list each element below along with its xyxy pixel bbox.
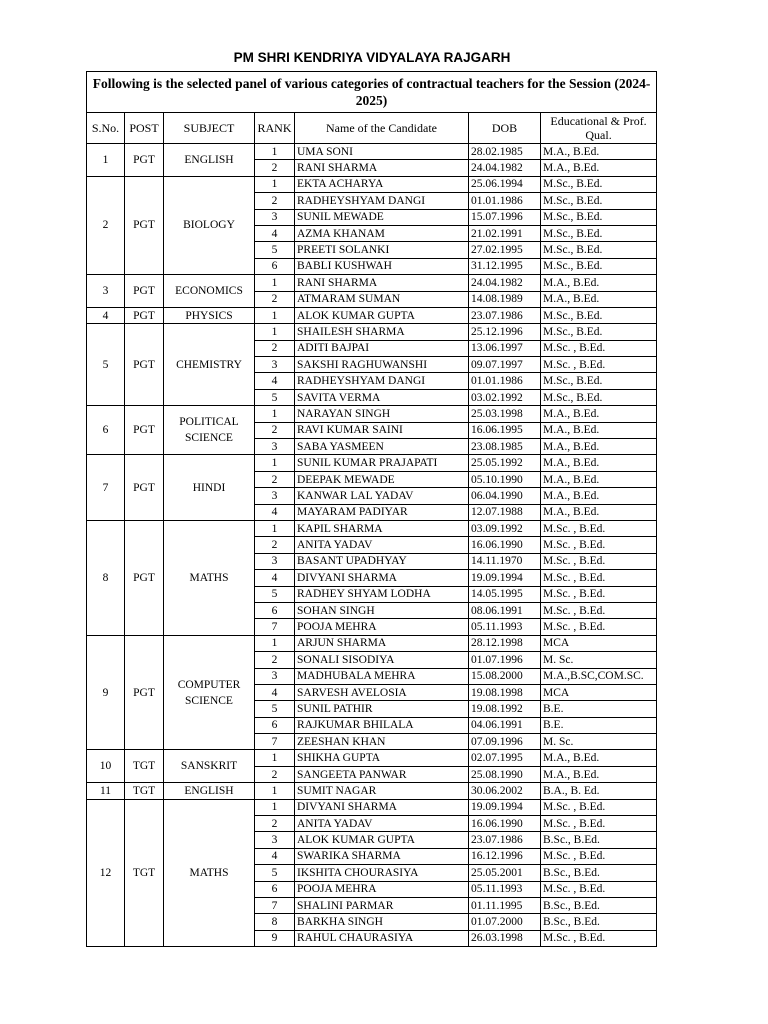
cell-qualification: M.Sc., B.Ed. [541, 242, 657, 258]
cell-qualification: M.A., B.Ed. [541, 422, 657, 438]
cell-dob: 28.12.1998 [469, 635, 541, 651]
cell-rank: 3 [255, 209, 295, 225]
cell-qualification: M.A., B.Ed. [541, 160, 657, 176]
cell-post: PGT [125, 520, 164, 635]
cell-candidate-name: ARJUN SHARMA [295, 635, 469, 651]
document-title: PM SHRI KENDRIYA VIDYALAYA RAJGARH [233, 50, 511, 65]
cell-dob: 15.08.2000 [469, 668, 541, 684]
cell-candidate-name: SWARIKA SHARMA [295, 848, 469, 864]
cell-candidate-name: UMA SONI [295, 144, 469, 160]
cell-candidate-name: SUNIL PATHIR [295, 701, 469, 717]
cell-rank: 3 [255, 439, 295, 455]
cell-dob: 14.05.1995 [469, 586, 541, 602]
cell-rank: 2 [255, 340, 295, 356]
cell-qualification: M.Sc., B.Ed. [541, 373, 657, 389]
cell-dob: 21.02.1991 [469, 225, 541, 241]
cell-candidate-name: SHIKHA GUPTA [295, 750, 469, 766]
cell-rank: 6 [255, 717, 295, 733]
cell-qualification: B.A., B. Ed. [541, 783, 657, 799]
cell-qualification: M.Sc., B.Ed. [541, 258, 657, 274]
cell-dob: 08.06.1991 [469, 602, 541, 618]
cell-candidate-name: EKTA ACHARYA [295, 176, 469, 192]
cell-qualification: M.Sc., B.Ed. [541, 193, 657, 209]
cell-qualification: M.A., B.Ed. [541, 504, 657, 520]
cell-dob: 01.07.2000 [469, 914, 541, 930]
cell-dob: 02.07.1995 [469, 750, 541, 766]
cell-rank: 3 [255, 357, 295, 373]
table-row [87, 406, 657, 422]
cell-qualification: M.Sc., B.Ed. [541, 307, 657, 323]
cell-qualification: MCA [541, 684, 657, 700]
cell-rank: 7 [255, 619, 295, 635]
cell-dob: 28.02.1985 [469, 144, 541, 160]
cell-candidate-name: MADHUBALA MEHRA [295, 668, 469, 684]
cell-dob: 05.11.1993 [469, 619, 541, 635]
panel-heading: Following is the selected panel of various categories of contractual teachers for the Session (2024-2025) [87, 72, 657, 113]
cell-dob: 24.04.1982 [469, 160, 541, 176]
cell-qualification: M.A., B.Ed. [541, 766, 657, 782]
cell-post: PGT [125, 275, 164, 308]
cell-dob: 19.09.1994 [469, 570, 541, 586]
cell-dob: 25.08.1990 [469, 766, 541, 782]
cell-candidate-name: SONALI SISODIYA [295, 652, 469, 668]
cell-rank: 9 [255, 930, 295, 946]
cell-candidate-name: AZMA KHANAM [295, 225, 469, 241]
cell-rank: 2 [255, 291, 295, 307]
cell-rank: 4 [255, 373, 295, 389]
cell-qualification: M.Sc. , B.Ed. [541, 602, 657, 618]
cell-sno: 3 [87, 275, 125, 308]
cell-subject: POLITICAL SCIENCE [164, 406, 255, 455]
column-header-dob: DOB [469, 113, 541, 144]
cell-candidate-name: SUMIT NAGAR [295, 783, 469, 799]
cell-sno: 6 [87, 406, 125, 455]
cell-rank: 7 [255, 897, 295, 913]
cell-dob: 04.06.1991 [469, 717, 541, 733]
cell-post: PGT [125, 176, 164, 274]
cell-rank: 4 [255, 684, 295, 700]
cell-rank: 1 [255, 144, 295, 160]
cell-sno: 7 [87, 455, 125, 521]
cell-rank: 1 [255, 520, 295, 536]
cell-dob: 13.06.1997 [469, 340, 541, 356]
cell-dob: 25.05.2001 [469, 865, 541, 881]
cell-subject: HINDI [164, 455, 255, 521]
cell-rank: 5 [255, 865, 295, 881]
cell-candidate-name: SUNIL KUMAR PRAJAPATI [295, 455, 469, 471]
cell-candidate-name: ANITA YADAV [295, 816, 469, 832]
cell-dob: 19.08.1998 [469, 684, 541, 700]
cell-candidate-name: RADHEYSHYAM DANGI [295, 373, 469, 389]
cell-qualification: M. Sc. [541, 652, 657, 668]
cell-rank: 2 [255, 471, 295, 487]
cell-rank: 2 [255, 422, 295, 438]
cell-rank: 4 [255, 504, 295, 520]
cell-candidate-name: SOHAN SINGH [295, 602, 469, 618]
cell-candidate-name: SAVITA VERMA [295, 389, 469, 405]
cell-dob: 16.06.1990 [469, 537, 541, 553]
cell-dob: 16.06.1990 [469, 816, 541, 832]
table-row [87, 455, 657, 471]
cell-candidate-name: BASANT UPADHYAY [295, 553, 469, 569]
cell-qualification: M.Sc. , B.Ed. [541, 619, 657, 635]
cell-subject: MATHS [164, 520, 255, 635]
cell-subject: BIOLOGY [164, 176, 255, 274]
cell-rank: 2 [255, 160, 295, 176]
cell-subject: SANSKRIT [164, 750, 255, 783]
cell-dob: 23.07.1986 [469, 307, 541, 323]
cell-rank: 1 [255, 324, 295, 340]
cell-post: PGT [125, 307, 164, 323]
cell-sno: 10 [87, 750, 125, 783]
cell-qualification: M.Sc. , B.Ed. [541, 357, 657, 373]
cell-post: PGT [125, 635, 164, 750]
cell-subject: ENGLISH [164, 144, 255, 177]
cell-dob: 19.08.1992 [469, 701, 541, 717]
cell-rank: 7 [255, 734, 295, 750]
cell-candidate-name: RAVI KUMAR SAINI [295, 422, 469, 438]
cell-post: TGT [125, 750, 164, 783]
cell-qualification: M.Sc. , B.Ed. [541, 816, 657, 832]
cell-qualification: M.Sc. , B.Ed. [541, 520, 657, 536]
table-row [87, 144, 657, 160]
cell-dob: 09.07.1997 [469, 357, 541, 373]
column-header-post: POST [125, 113, 164, 144]
table-row [87, 520, 657, 536]
cell-dob: 07.09.1996 [469, 734, 541, 750]
cell-rank: 5 [255, 389, 295, 405]
cell-candidate-name: RANI SHARMA [295, 160, 469, 176]
cell-dob: 30.06.2002 [469, 783, 541, 799]
cell-dob: 23.07.1986 [469, 832, 541, 848]
column-header-subject: SUBJECT [164, 113, 255, 144]
cell-candidate-name: ADITI BAJPAI [295, 340, 469, 356]
cell-qualification: M.A., B.Ed. [541, 275, 657, 291]
cell-subject: ECONOMICS [164, 275, 255, 308]
cell-sno: 11 [87, 783, 125, 799]
cell-dob: 03.02.1992 [469, 389, 541, 405]
cell-rank: 1 [255, 176, 295, 192]
cell-dob: 31.12.1995 [469, 258, 541, 274]
cell-candidate-name: PREETI SOLANKI [295, 242, 469, 258]
cell-sno: 8 [87, 520, 125, 635]
cell-rank: 4 [255, 570, 295, 586]
cell-candidate-name: SUNIL MEWADE [295, 209, 469, 225]
cell-dob: 01.01.1986 [469, 193, 541, 209]
cell-candidate-name: ATMARAM SUMAN [295, 291, 469, 307]
cell-dob: 16.06.1995 [469, 422, 541, 438]
cell-qualification: M.A., B.Ed. [541, 471, 657, 487]
cell-candidate-name: SHAILESH SHARMA [295, 324, 469, 340]
cell-qualification: M.A., B.Ed. [541, 455, 657, 471]
cell-sno: 4 [87, 307, 125, 323]
cell-candidate-name: NARAYAN SINGH [295, 406, 469, 422]
cell-qualification: M.Sc., B.Ed. [541, 225, 657, 241]
cell-rank: 2 [255, 537, 295, 553]
cell-qualification: M.Sc., B.Ed. [541, 209, 657, 225]
cell-dob: 25.03.1998 [469, 406, 541, 422]
cell-candidate-name: DEEPAK MEWADE [295, 471, 469, 487]
cell-dob: 26.03.1998 [469, 930, 541, 946]
cell-rank: 3 [255, 488, 295, 504]
cell-sno: 12 [87, 799, 125, 947]
cell-candidate-name: BARKHA SINGH [295, 914, 469, 930]
cell-dob: 16.12.1996 [469, 848, 541, 864]
cell-post: PGT [125, 324, 164, 406]
cell-rank: 2 [255, 652, 295, 668]
cell-dob: 12.07.1988 [469, 504, 541, 520]
cell-dob: 03.09.1992 [469, 520, 541, 536]
cell-rank: 1 [255, 307, 295, 323]
cell-candidate-name: SARVESH AVELOSIA [295, 684, 469, 700]
cell-sno: 9 [87, 635, 125, 750]
cell-rank: 6 [255, 258, 295, 274]
cell-candidate-name: RADHEYSHYAM DANGI [295, 193, 469, 209]
cell-rank: 2 [255, 816, 295, 832]
cell-qualification: M.A., B.Ed. [541, 750, 657, 766]
cell-candidate-name: MAYARAM PADIYAR [295, 504, 469, 520]
cell-candidate-name: ANITA YADAV [295, 537, 469, 553]
cell-sno: 1 [87, 144, 125, 177]
cell-subject: ENGLISH [164, 783, 255, 799]
cell-qualification: M.Sc. , B.Ed. [541, 848, 657, 864]
cell-dob: 14.11.1970 [469, 553, 541, 569]
cell-qualification: M.Sc. , B.Ed. [541, 537, 657, 553]
cell-rank: 5 [255, 701, 295, 717]
cell-candidate-name: DIVYANI SHARMA [295, 570, 469, 586]
table-row [87, 324, 657, 340]
cell-subject: CHEMISTRY [164, 324, 255, 406]
cell-rank: 1 [255, 275, 295, 291]
cell-dob: 01.07.1996 [469, 652, 541, 668]
cell-dob: 15.07.1996 [469, 209, 541, 225]
cell-post: PGT [125, 144, 164, 177]
cell-qualification: B.Sc., B.Ed. [541, 865, 657, 881]
cell-candidate-name: RAHUL CHAURASIYA [295, 930, 469, 946]
cell-sno: 2 [87, 176, 125, 274]
table-row [87, 783, 657, 799]
cell-dob: 27.02.1995 [469, 242, 541, 258]
cell-dob: 25.06.1994 [469, 176, 541, 192]
cell-rank: 3 [255, 832, 295, 848]
table-body [87, 144, 657, 947]
cell-qualification: M.Sc. , B.Ed. [541, 570, 657, 586]
cell-subject: COMPUTER SCIENCE [164, 635, 255, 750]
cell-candidate-name: RADHEY SHYAM LODHA [295, 586, 469, 602]
cell-candidate-name: KAPIL SHARMA [295, 520, 469, 536]
column-header-rank: RANK [255, 113, 295, 144]
cell-sno: 5 [87, 324, 125, 406]
cell-candidate-name: RAJKUMAR BHILALA [295, 717, 469, 733]
cell-post: TGT [125, 783, 164, 799]
table-row [87, 275, 657, 291]
cell-qualification: M.A., B.Ed. [541, 406, 657, 422]
cell-dob: 01.01.1986 [469, 373, 541, 389]
cell-rank: 1 [255, 635, 295, 651]
cell-qualification: MCA [541, 635, 657, 651]
cell-candidate-name: KANWAR LAL YADAV [295, 488, 469, 504]
cell-qualification: M.A., B.Ed. [541, 144, 657, 160]
cell-dob: 01.11.1995 [469, 897, 541, 913]
cell-dob: 23.08.1985 [469, 439, 541, 455]
cell-qualification: M.Sc., B.Ed. [541, 176, 657, 192]
cell-rank: 8 [255, 914, 295, 930]
cell-dob: 24.04.1982 [469, 275, 541, 291]
cell-qualification: M.Sc. , B.Ed. [541, 799, 657, 815]
cell-qualification: M.Sc. , B.Ed. [541, 930, 657, 946]
cell-candidate-name: SHALINI PARMAR [295, 897, 469, 913]
cell-candidate-name: SANGEETA PANWAR [295, 766, 469, 782]
cell-candidate-name: RANI SHARMA [295, 275, 469, 291]
cell-dob: 05.10.1990 [469, 471, 541, 487]
selection-panel-table [86, 71, 657, 947]
table-row [87, 750, 657, 766]
cell-rank: 1 [255, 406, 295, 422]
cell-rank: 6 [255, 881, 295, 897]
cell-qualification: M.A., B.Ed. [541, 488, 657, 504]
table-row [87, 176, 657, 192]
cell-qualification: M.Sc. , B.Ed. [541, 881, 657, 897]
cell-rank: 4 [255, 225, 295, 241]
column-header-sno: S.No. [87, 113, 125, 144]
cell-rank: 2 [255, 766, 295, 782]
cell-qualification: M.Sc., B.Ed. [541, 324, 657, 340]
cell-rank: 1 [255, 783, 295, 799]
cell-post: TGT [125, 799, 164, 947]
cell-candidate-name: ALOK KUMAR GUPTA [295, 307, 469, 323]
cell-post: PGT [125, 455, 164, 521]
cell-subject: MATHS [164, 799, 255, 947]
cell-qualification: B.Sc., B.Ed. [541, 832, 657, 848]
cell-candidate-name: POOJA MEHRA [295, 881, 469, 897]
cell-candidate-name: SAKSHI RAGHUWANSHI [295, 357, 469, 373]
cell-post: PGT [125, 406, 164, 455]
table-row [87, 799, 657, 815]
cell-subject: PHYSICS [164, 307, 255, 323]
cell-qualification: M.A., B.Ed. [541, 439, 657, 455]
cell-qualification: M.Sc., B.Ed. [541, 389, 657, 405]
cell-rank: 1 [255, 750, 295, 766]
column-header-qualification: Educational & Prof. Qual. [541, 113, 657, 144]
cell-rank: 1 [255, 455, 295, 471]
cell-candidate-name: IKSHITA CHOURASIYA [295, 865, 469, 881]
cell-rank: 1 [255, 799, 295, 815]
cell-qualification: M.A.,B.SC,COM.SC. [541, 668, 657, 684]
cell-dob: 14.08.1989 [469, 291, 541, 307]
cell-rank: 2 [255, 193, 295, 209]
cell-dob: 25.05.1992 [469, 455, 541, 471]
cell-candidate-name: DIVYANI SHARMA [295, 799, 469, 815]
cell-qualification: M.Sc. , B.Ed. [541, 553, 657, 569]
table-row [87, 307, 657, 323]
cell-candidate-name: POOJA MEHRA [295, 619, 469, 635]
column-header-name: Name of the Candidate [295, 113, 469, 144]
column-header-row [87, 113, 657, 144]
cell-qualification: B.Sc., B.Ed. [541, 914, 657, 930]
cell-qualification: M. Sc. [541, 734, 657, 750]
cell-rank: 5 [255, 586, 295, 602]
cell-dob: 25.12.1996 [469, 324, 541, 340]
cell-qualification: M.Sc. , B.Ed. [541, 586, 657, 602]
cell-rank: 3 [255, 668, 295, 684]
table-row [87, 635, 657, 651]
cell-candidate-name: BABLI KUSHWAH [295, 258, 469, 274]
cell-dob: 06.04.1990 [469, 488, 541, 504]
cell-qualification: M.Sc. , B.Ed. [541, 340, 657, 356]
cell-rank: 5 [255, 242, 295, 258]
cell-dob: 19.09.1994 [469, 799, 541, 815]
cell-qualification: M.A., B.Ed. [541, 291, 657, 307]
cell-candidate-name: SABA YASMEEN [295, 439, 469, 455]
cell-rank: 6 [255, 602, 295, 618]
cell-rank: 4 [255, 848, 295, 864]
cell-rank: 3 [255, 553, 295, 569]
cell-qualification: B.E. [541, 717, 657, 733]
cell-qualification: B.E. [541, 701, 657, 717]
cell-dob: 05.11.1993 [469, 881, 541, 897]
cell-candidate-name: ALOK KUMAR GUPTA [295, 832, 469, 848]
cell-qualification: B.Sc., B.Ed. [541, 897, 657, 913]
cell-candidate-name: ZEESHAN KHAN [295, 734, 469, 750]
